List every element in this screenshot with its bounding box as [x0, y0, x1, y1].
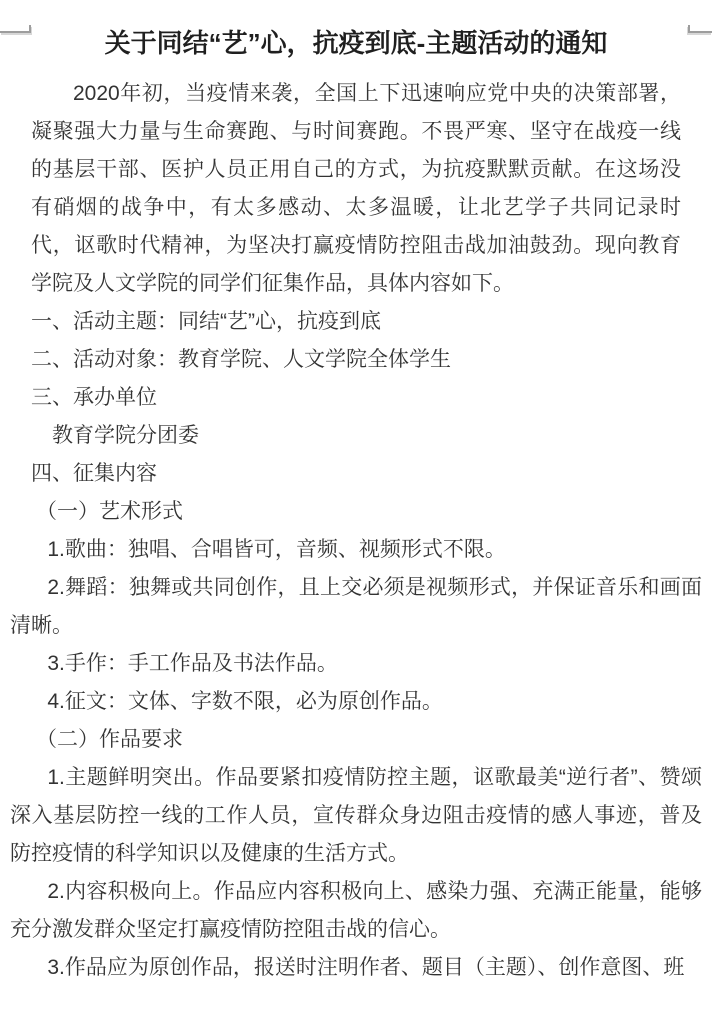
art-form-essay: 4.征文：文体、字数不限，必为原创作品。 [47, 690, 443, 713]
item-activity-theme: 一、活动主题：同结“艺”心，抗疫到底 [31, 310, 381, 333]
art-form-dance: 2.舞蹈：独舞或共同创作，且上交必须是视频形式，并保证音乐和画面清晰。 [10, 576, 702, 637]
art-form-song: 1.歌曲：独唱、合唱皆可，音频、视频形式不限。 [47, 538, 506, 561]
requirement-originality: 3.作品应为原创作品，报送时注明作者、题目（主题）、创作意图、班 [47, 956, 685, 979]
page-corner-mark-right [688, 25, 712, 33]
section-art-forms-heading: （一）艺术形式 [36, 500, 183, 523]
organizer-name: 教育学院分团委 [52, 424, 199, 447]
item-activity-audience: 二、活动对象：教育学院、人文学院全体学生 [31, 348, 451, 371]
section-work-requirements-heading: （二）作品要求 [36, 728, 183, 751]
item-collection-heading: 四、征集内容 [31, 462, 157, 485]
page-corner-mark-left [0, 25, 31, 33]
requirement-positive-content: 2.内容积极向上。作品应内容积极向上、感染力强、充满正能量，能够充分激发群众坚定打赢疫情防控阻击战的信心。 [10, 880, 702, 941]
requirement-theme: 1.主题鲜明突出。作品要紧扣疫情防控主题，讴歌最美“逆行者”、赞颂深入基层防控一线的工作人员，宣传群众身边阻击疫情的感人事迹，普及防控疫情的科学知识以及健康的生活方式。 [10, 766, 702, 865]
intro-paragraph: 2020年初，当疫情来袭，全国上下迅速响应党中央的决策部署，凝聚强大力量与生命赛跑、与时间赛跑。不畏严寒、坚守在战疫一线的基层干部、医护人员正用自己的方式，为抗疫默默贡献。在这场没有硝烟的战争中，有太多感动、太多温暖，让北艺学子共同记录时代，讴歌时代精神，为坚决打赢疫情防控阻击战加油鼓劲。现向教育学院及人文学院的同学们征集作品，具体内容如下。 [31, 82, 681, 295]
document-page [0, 25, 712, 1013]
document-title: 关于同结“艺”心，抗疫到底-主题活动的通知 [104, 28, 608, 58]
item-organizer-heading: 三、承办单位 [31, 386, 157, 409]
art-form-handcraft: 3.手作：手工作品及书法作品。 [47, 652, 338, 675]
